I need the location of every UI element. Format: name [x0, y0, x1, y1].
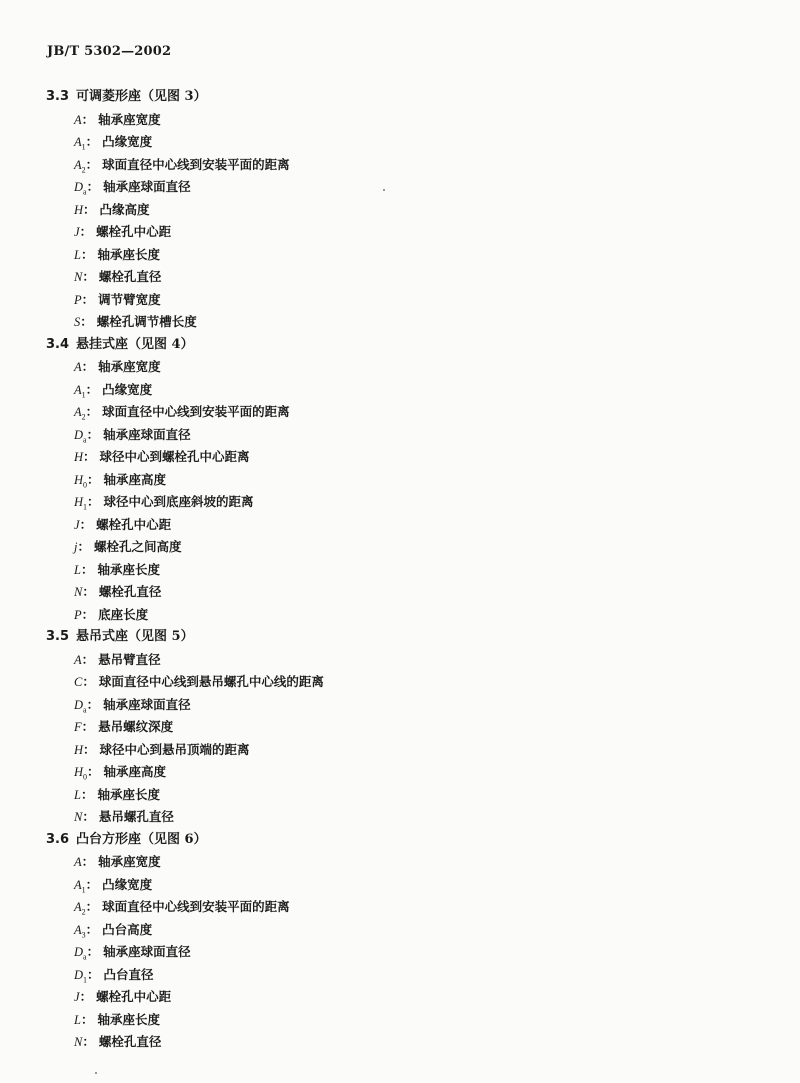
symbol-letter: H	[74, 765, 84, 779]
symbol-letter: A	[74, 855, 82, 869]
definition-text: 底座长度	[98, 606, 149, 622]
definition-item: J： 螺栓孔中心距	[74, 516, 172, 532]
symbol	[74, 450, 83, 464]
definition-item: $H_0$： 轴承座高度	[74, 764, 167, 782]
symbol-subscript: 1	[83, 975, 88, 984]
symbol-letter: A	[74, 652, 82, 667]
definition-item: $H_1$： 球径中心到底座斜坡的距离	[74, 494, 254, 512]
definition-item: N： 螺栓孔直径	[74, 1034, 162, 1049]
symbol-subscript: 1	[81, 885, 86, 894]
definition-text: 轴承座球面直径	[103, 426, 191, 442]
definition-item: A： 轴承座宽度	[74, 854, 161, 869]
definition-text: 凸缘宽度	[102, 876, 153, 892]
definition-item: H： 球径中心到悬吊顶端的距离	[74, 741, 250, 757]
section-title	[46, 86, 746, 109]
symbol-letter: D	[74, 697, 84, 712]
symbol-subscript: 2	[81, 412, 86, 422]
definition-text: 轴承座球面直径	[103, 944, 191, 959]
symbol-letter: N	[74, 810, 83, 824]
section-title	[46, 829, 746, 852]
definition-text: 球面直径中心线到安装平面的距离	[102, 156, 290, 172]
symbol	[74, 518, 80, 532]
definition-item: j： 螺栓孔之间高度	[74, 539, 182, 554]
symbol-letter: P	[74, 607, 82, 622]
symbol	[74, 360, 82, 374]
definition-item: $D_a$： 轴承座球面直径	[74, 426, 191, 444]
definition-item: L： 轴承座长度	[74, 1011, 160, 1027]
symbol-subscript: 1	[83, 502, 88, 512]
symbol-subscript: 1	[81, 142, 86, 152]
definition-item: $D_a$： 轴承座球面直径	[74, 944, 191, 962]
symbol-letter: j	[74, 540, 78, 554]
definition-text: 螺栓孔中心距	[96, 516, 172, 532]
section-number: 3.6	[46, 831, 70, 847]
symbol-letter: P	[74, 292, 82, 307]
symbol	[74, 563, 81, 577]
definition-text: 轴承座长度	[97, 246, 160, 262]
definition-item: A： 轴承座宽度	[74, 359, 161, 374]
symbol-letter: L	[74, 1012, 81, 1027]
definition-text: 轴承座长度	[97, 1011, 160, 1027]
symbol-letter: A	[74, 135, 82, 149]
scan-speck	[95, 1072, 97, 1074]
definition-text: 螺栓孔中心距	[96, 989, 172, 1004]
symbol-letter: C	[74, 675, 83, 689]
symbol-letter: D	[74, 945, 84, 959]
definition-text: 螺栓孔调节槽长度	[96, 314, 197, 329]
definition-item: S： 螺栓孔调节槽长度	[74, 314, 197, 329]
symbol-subscript: 0	[83, 772, 88, 782]
symbol	[74, 405, 86, 422]
section-number: 3.4	[46, 336, 70, 352]
definition-item: A： 悬吊臂直径	[74, 651, 161, 667]
definition-item: C： 球面直径中心线到悬吊螺孔中心线的距离	[74, 674, 324, 689]
definition-item: $H_0$： 轴承座高度	[74, 471, 167, 489]
symbol-subscript: 2	[81, 907, 86, 917]
definition-item: $A_2$： 球面直径中心线到安装平面的距离	[74, 899, 290, 917]
symbol-letter: D	[74, 967, 84, 982]
definition-item: P： 调节臂宽度	[74, 291, 161, 307]
definition-text: 轴承座高度	[103, 471, 167, 487]
symbol-letter: A	[74, 877, 82, 892]
definition-text: 螺栓孔直径	[98, 1034, 162, 1049]
definition-text: 球径中心到螺栓孔中心距离	[99, 449, 250, 464]
symbol-letter: N	[74, 270, 83, 284]
definition-item: N： 螺栓孔直径	[74, 584, 162, 599]
definition-text: 凸缘宽度	[102, 381, 153, 397]
definition-text: 轴承座球面直径	[103, 179, 191, 194]
section-number: 3.5	[46, 629, 70, 644]
symbol-letter: A	[74, 112, 82, 127]
definition-text: 球面直径中心线到安装平面的距离	[102, 404, 290, 419]
symbol-letter: A	[74, 157, 82, 172]
symbol	[74, 158, 86, 172]
section-number: 3.3	[46, 89, 70, 104]
symbol-letter: F	[74, 720, 82, 734]
symbol-letter: H	[74, 450, 84, 464]
symbol-letter: A	[74, 922, 82, 937]
definition-item: J： 螺栓孔中心距	[74, 989, 172, 1004]
definition-item: H： 凸缘高度	[74, 201, 150, 217]
definition-item: L： 轴承座长度	[74, 786, 160, 802]
symbol-letter: A	[74, 405, 82, 419]
symbol	[74, 225, 80, 239]
definition-text: 螺栓孔之间高度	[94, 539, 182, 554]
definition-item: N： 悬吊螺孔直径	[74, 809, 174, 824]
definition-text: 球面直径中心线到悬吊螺孔中心线的距离	[98, 674, 324, 689]
symbol	[74, 203, 83, 217]
symbol	[74, 945, 87, 962]
symbol	[74, 743, 83, 757]
definition-item: $A_1$： 凸缘宽度	[74, 381, 153, 399]
definition-text: 悬吊螺纹深度	[98, 719, 174, 734]
definition-text: 轴承座宽度	[98, 359, 161, 374]
section-heading: 悬吊式座（见图 5）	[76, 629, 194, 644]
symbol	[74, 900, 86, 917]
definition-item: $A_2$： 球面直径中心线到安装平面的距离	[74, 156, 290, 174]
definition-item: $D_a$： 轴承座球面直径	[74, 696, 191, 714]
symbol	[74, 720, 82, 734]
symbol	[74, 180, 87, 197]
definition-item: P： 底座长度	[74, 606, 149, 622]
symbol-letter: H	[74, 742, 84, 757]
symbol-letter: S	[74, 315, 81, 329]
definition-text: 凸台直径	[103, 966, 154, 982]
scan-speck	[383, 189, 385, 191]
section-heading: 可调菱形座（见图 3）	[76, 89, 207, 104]
symbol-letter: L	[74, 247, 81, 262]
symbol	[74, 248, 81, 262]
definition-item: $A_1$： 凸缘宽度	[74, 134, 153, 152]
definition-text: 轴承座球面直径	[103, 696, 191, 712]
definition-text: 轴承座高度	[103, 764, 167, 779]
definition-item: L： 轴承座长度	[74, 561, 160, 577]
section-title	[46, 334, 746, 357]
definition-item: H： 球径中心到螺栓孔中心距离	[74, 449, 250, 464]
definition-item: $A_1$： 凸缘宽度	[74, 876, 153, 894]
definition-text: 凸台高度	[102, 921, 153, 937]
definition-text: 螺栓孔中心距	[96, 224, 172, 239]
document-body	[46, 86, 746, 1054]
definition-item: J： 螺栓孔中心距	[74, 224, 172, 239]
symbol-letter: J	[74, 990, 80, 1004]
symbol	[74, 428, 87, 442]
definition-text: 凸缘宽度	[102, 134, 153, 149]
symbol	[74, 495, 88, 512]
symbol-subscript: a	[83, 705, 87, 714]
symbol-subscript: 3	[81, 930, 86, 939]
definition-text: 轴承座宽度	[98, 111, 161, 127]
symbol	[74, 878, 86, 892]
symbol	[74, 788, 81, 802]
symbol-letter: J	[74, 517, 80, 532]
definition-text: 轴承座长度	[97, 786, 160, 802]
symbol-letter: D	[74, 427, 84, 442]
symbol-letter: H	[74, 202, 84, 217]
symbol	[74, 135, 86, 152]
symbol	[74, 113, 82, 127]
symbol-letter: H	[74, 472, 84, 487]
definition-text: 悬吊臂直径	[98, 651, 161, 667]
symbol	[74, 293, 82, 307]
symbol	[74, 765, 88, 782]
definition-text: 螺栓孔直径	[98, 269, 162, 284]
definition-text: 螺栓孔直径	[98, 584, 162, 599]
definition-item: L： 轴承座长度	[74, 246, 160, 262]
document-header: JB/T 5302—2002	[47, 44, 172, 59]
definition-text: 凸缘高度	[99, 201, 150, 217]
symbol-letter: A	[74, 360, 82, 374]
symbol-letter: N	[74, 1035, 83, 1049]
symbol-subscript: 0	[83, 480, 88, 489]
symbol	[74, 653, 82, 667]
section-heading: 悬挂式座（见图 4）	[76, 336, 194, 352]
definition-item: $A_2$： 球面直径中心线到安装平面的距离	[74, 404, 290, 422]
definition-text: 球径中心到悬吊顶端的距离	[99, 741, 250, 757]
symbol-letter: H	[74, 495, 84, 509]
symbol-subscript: a	[83, 952, 87, 962]
definition-item: $D_1$： 凸台直径	[74, 966, 154, 984]
symbol	[74, 608, 82, 622]
symbol	[74, 473, 87, 487]
symbol	[74, 968, 87, 982]
section-title	[46, 626, 746, 649]
symbol	[74, 383, 86, 397]
section-heading: 凸台方形座（见图 6）	[76, 831, 207, 847]
symbol-letter: A	[74, 900, 82, 914]
definition-item: F： 悬吊螺纹深度	[74, 719, 174, 734]
definition-text: 球面直径中心线到安装平面的距离	[102, 899, 290, 914]
symbol	[74, 1013, 81, 1027]
definition-item: $D_a$： 轴承座球面直径	[74, 179, 191, 197]
definition-text: 轴承座长度	[97, 561, 160, 577]
definition-item: N： 螺栓孔直径	[74, 269, 162, 284]
symbol-letter: L	[74, 562, 81, 577]
symbol-subscript: 2	[81, 165, 86, 174]
symbol	[74, 923, 86, 937]
definition-text: 轴承座宽度	[98, 854, 161, 869]
symbol	[74, 990, 80, 1004]
symbol-subscript: a	[83, 435, 87, 444]
definition-text: 调节臂宽度	[98, 291, 161, 307]
definition-item: A： 轴承座宽度	[74, 111, 161, 127]
symbol-letter: L	[74, 787, 81, 802]
symbol-subscript: 1	[81, 390, 86, 399]
symbol-subscript: a	[83, 187, 87, 197]
symbol-letter: A	[74, 382, 82, 397]
symbol-letter: N	[74, 585, 83, 599]
symbol	[74, 698, 87, 712]
definition-text: 悬吊螺孔直径	[98, 809, 174, 824]
symbol-letter: J	[74, 225, 80, 239]
symbol-letter: D	[74, 180, 84, 194]
definition-item: $A_3$： 凸台高度	[74, 921, 153, 939]
definition-text: 球径中心到底座斜坡的距离	[103, 494, 254, 509]
symbol	[74, 855, 82, 869]
